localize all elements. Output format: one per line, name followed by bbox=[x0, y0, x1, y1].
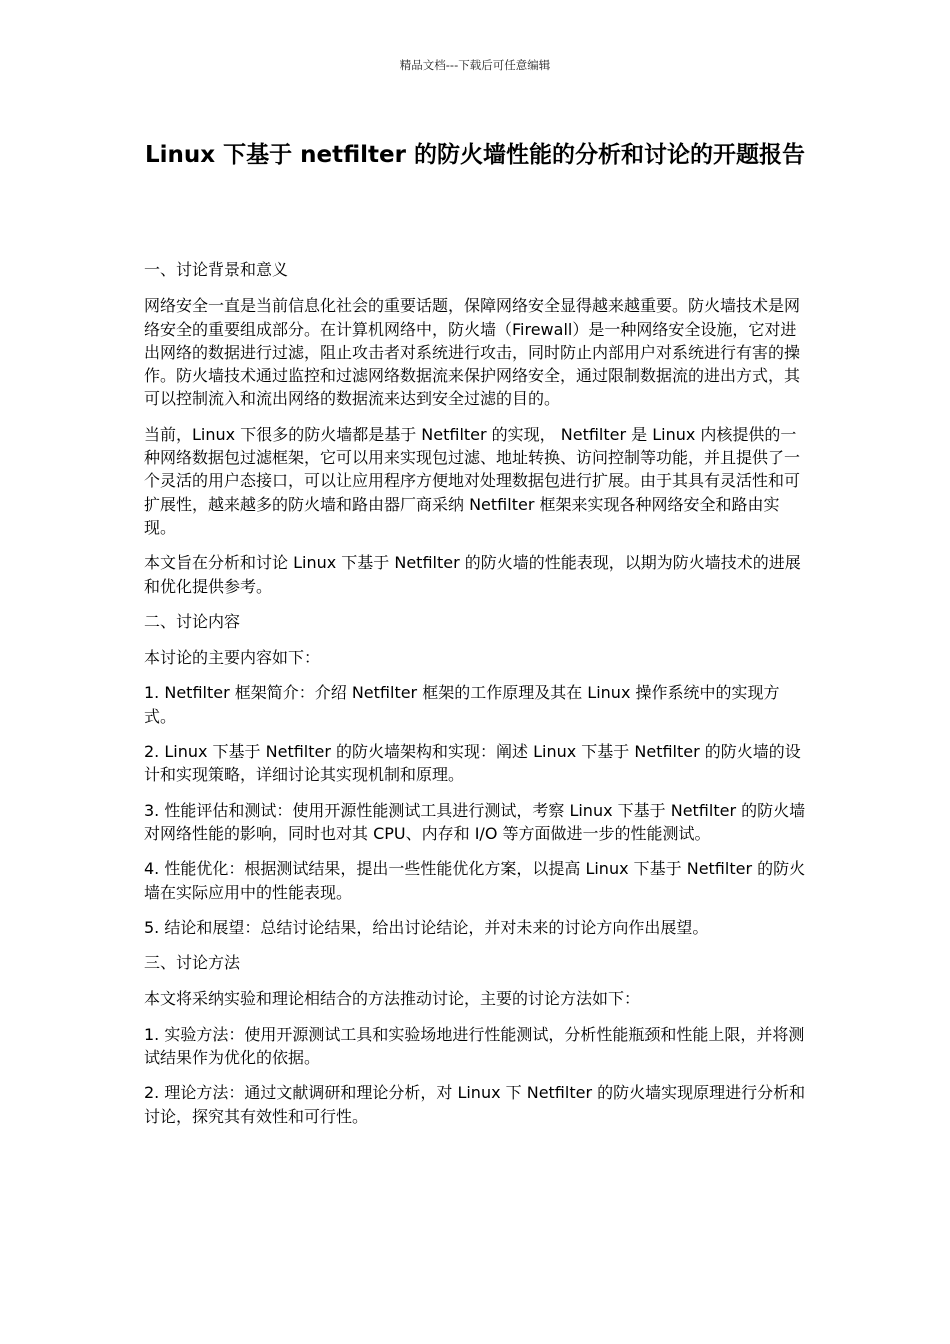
list-item: 2. Linux 下基于 Netfilter 的防火墙架构和实现：阐述 Linux 下基于 Netfilter 的防火墙的设计和实现策略，详细讨论其实现机制和原理。 bbox=[144, 742, 801, 785]
list-item: 1. Netfilter 框架简介：介绍 Netfilter 框架的工作原理及其在 Linux 操作系统中的实现方式。 bbox=[144, 683, 780, 726]
section-heading-content: 二、讨论内容 bbox=[144, 611, 241, 631]
document-body bbox=[144, 258, 810, 1140]
list-item: 3. 性能评估和测试：使用开源性能测试工具进行测试，考察 Linux 下基于 Netfilter 的防火墙对网络性能的影响，同时也对其 CPU、内存和 I/O 等方面做进一步的性能测试。 bbox=[144, 800, 806, 843]
section-heading-background: 一、讨论背景和意义 bbox=[144, 260, 289, 279]
paragraph: 当前，Linux 下很多的防火墙都是基于 Netfilter 的实现， Netfilter 是 Linux 内核提供的一种网络数据包过滤框架，它可以用来实现包过滤、地址转换、访问控制等功能，并且提供了一个灵活的用户态接口，可以让应用程序方便地对处理数据包进行扩展。由于其具有灵活性和可扩展性，越来越多的防火墙和路由器厂商采纳 Netfilter 框架来实现各种网络安全和路由实现。 bbox=[144, 424, 801, 537]
list-item: 1. 实验方法：使用开源测试工具和实验场地进行性能测试，分析性能瓶颈和性能上限，并将测试结果作为优化的依据。 bbox=[144, 1024, 805, 1068]
paragraph: 本讨论的主要内容如下： bbox=[144, 648, 321, 668]
document-title: Linux 下基于 netfilter 的防火墙性能的分析和讨论的开题报告 bbox=[145, 142, 805, 168]
header-note: 精品文档---下载后可任意编辑 bbox=[399, 58, 551, 72]
section-heading-methods: 三、讨论方法 bbox=[144, 953, 241, 973]
paragraph: 本文将采纳实验和理论相结合的方法推动讨论，主要的讨论方法如下： bbox=[144, 989, 641, 1009]
paragraph: 网络安全一直是当前信息化社会的重要话题，保障网络安全显得越来越重要。防火墙技术是网络安全的重要组成部分。在计算机网络中，防火墙（Firewall）是一种网络安全设施，它对进出网络的数据进行过滤，阻止攻击者对系统进行攻击，同时防止内部用户对系统进行有害的操作。防火墙技术通过监控和过滤网络数据流来保护网络安全，通过限制数据流的进出方式，其可以控制流入和流出网络的数据流来达到安全过滤的目的。 bbox=[144, 296, 801, 409]
list-item: 2. 理论方法：通过文献调研和理论分析，对 Linux 下 Netfilter 的防火墙实现原理进行分析和讨论，探究其有效性和可行性。 bbox=[144, 1083, 806, 1126]
list-item: 4. 性能优化：根据测试结果，提出一些性能优化方案，以提高 Linux 下基于 Netfilter 的防火墙在实际应用中的性能表现。 bbox=[144, 859, 806, 902]
paragraph: 本文旨在分析和讨论 Linux 下基于 Netfilter 的防火墙的性能表现，以期为防火墙技术的进展和优化提供参考。 bbox=[144, 553, 801, 596]
list-item: 5. 结论和展望：总结讨论结果，给出讨论结论，并对未来的讨论方向作出展望。 bbox=[144, 917, 709, 937]
